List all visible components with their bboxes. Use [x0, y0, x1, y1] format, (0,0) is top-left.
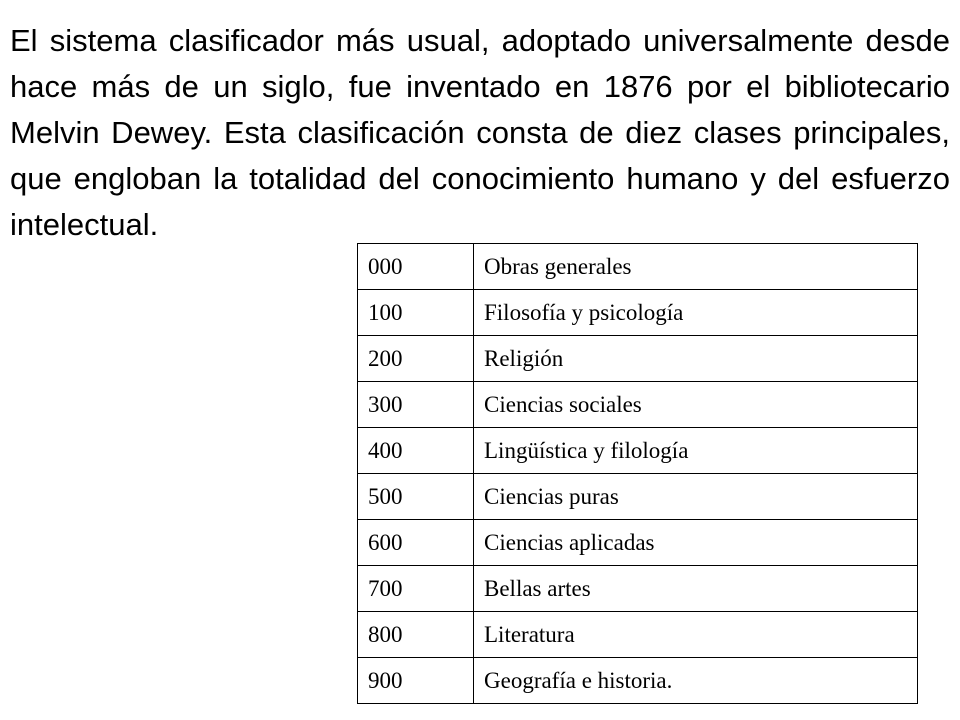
- table-row: [358, 244, 918, 290]
- table-row: [358, 290, 918, 336]
- table-row: [358, 658, 918, 704]
- table-row: [358, 474, 918, 520]
- class-label: Bellas artes: [474, 566, 918, 612]
- class-label: Filosofía y psicología: [474, 290, 918, 336]
- table-row: [358, 520, 918, 566]
- class-label: Literatura: [474, 612, 918, 658]
- class-code: 000: [358, 244, 474, 290]
- dewey-classes-table: [357, 243, 918, 704]
- class-code: 300: [358, 382, 474, 428]
- intro-paragraph: El sistema clasificador más usual, adoptado universalmente desde hace más de un siglo, fue inventado en 1876 por el bibliotecario Melvin Dewey. Esta clasificación consta de diez clases principales, que engloban la totalidad del conocimiento humano y del esfuerzo intelectual.: [10, 23, 950, 242]
- class-label: Ciencias sociales: [474, 382, 918, 428]
- table-row: [358, 382, 918, 428]
- class-label: Lingüística y filología: [474, 428, 918, 474]
- class-code: 600: [358, 520, 474, 566]
- class-code: 400: [358, 428, 474, 474]
- class-code: 100: [358, 290, 474, 336]
- class-code: 800: [358, 612, 474, 658]
- class-label: Geografía e historia.: [474, 658, 918, 704]
- class-code: 200: [358, 336, 474, 382]
- table-row: [358, 336, 918, 382]
- table-row: [358, 428, 918, 474]
- table-body: [358, 244, 918, 704]
- class-label: Ciencias puras: [474, 474, 918, 520]
- class-label: Religión: [474, 336, 918, 382]
- table-row: [358, 566, 918, 612]
- class-code: 900: [358, 658, 474, 704]
- class-code: 700: [358, 566, 474, 612]
- class-code: 500: [358, 474, 474, 520]
- class-label: Ciencias aplicadas: [474, 520, 918, 566]
- class-label: Obras generales: [474, 244, 918, 290]
- table-row: [358, 612, 918, 658]
